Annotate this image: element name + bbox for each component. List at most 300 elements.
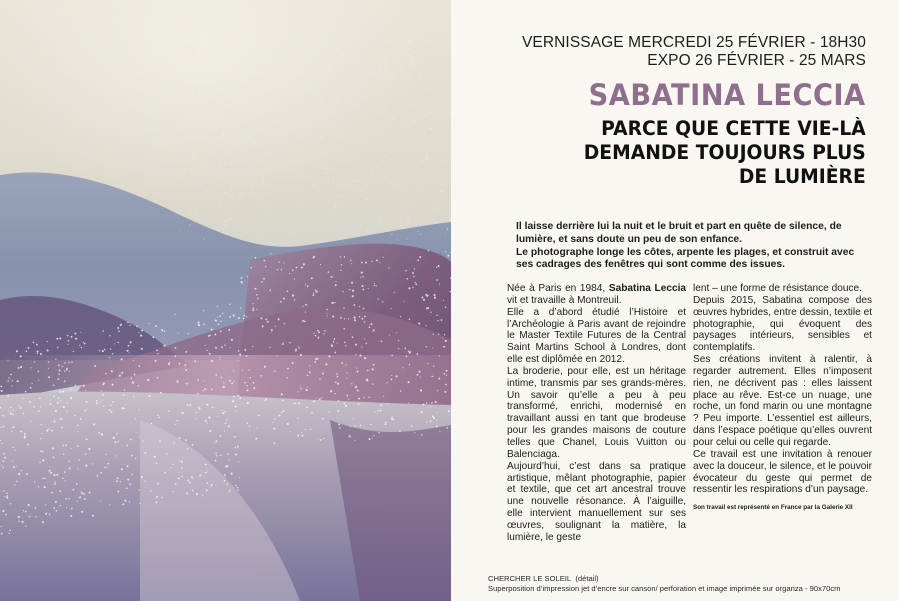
perforation-dot [30,387,32,389]
perforation-dot [208,229,209,230]
perforation-dot [302,320,304,322]
perforation-dot [125,404,126,405]
perforation-dot [237,487,239,489]
perforation-dot [276,356,277,357]
perforation-dot [224,430,225,431]
perforation-dot [373,52,375,54]
perforation-dot [175,483,177,485]
perforation-dot [159,417,160,418]
perforation-dot [150,490,151,491]
perforation-dot [319,379,320,380]
caption-title-line [488,574,888,584]
perforation-dot [406,278,408,280]
perforation-dot [204,345,205,346]
perforation-dot [83,342,84,343]
perforation-dot [106,467,107,468]
perforation-dot [231,187,232,188]
perforation-dot [346,378,347,379]
perforation-dot [260,145,261,146]
perforation-dot [4,457,6,459]
perforation-dot [139,436,140,437]
perforation-dot [36,344,38,346]
perforation-dot [230,153,232,155]
perforation-dot [281,412,282,413]
perforation-dot [238,350,240,352]
perforation-dot [321,98,322,99]
perforation-dot [430,311,432,313]
perforation-dot [18,473,20,475]
perforation-dot [334,352,336,354]
perforation-dot [253,307,255,309]
perforation-dot [44,486,46,488]
perforation-dot [239,197,240,198]
perforation-dot [166,453,168,455]
perforation-dot [239,181,240,182]
perforation-dot [208,416,210,418]
perforation-dot [198,324,200,326]
perforation-dot [389,127,390,128]
perforation-dot [232,400,234,402]
perforation-dot [334,393,335,394]
perforation-dot [434,210,435,211]
perforation-dot [317,330,318,331]
perforation-dot [220,331,222,333]
body-paragraph: Aujourd’hui, c’est dans sa pratique artistique, mêlant photographie, papier et textile, que cet art ancestral trouve une nouvelle résonance. À l’aiguille, elle intervient manuellement sur ses œuvres, soulignant la matière, la lumière, le geste [507,460,686,543]
perforation-dot [422,160,423,161]
perforation-dot [345,227,346,228]
gallery-credit: Son travail est représenté en France par la Galerie XII [693,504,853,511]
perforation-dot [404,89,405,90]
perforation-dot [258,414,260,416]
perforation-dot [275,326,276,327]
perforation-dot [220,454,222,456]
perforation-dot [72,489,74,491]
perforation-dot [400,390,401,391]
perforation-dot [398,340,399,341]
perforation-dot [215,460,217,462]
perforation-dot [81,347,82,348]
perforation-dot [280,301,282,303]
perforation-dot [20,407,22,409]
perforation-dot [35,507,37,509]
perforation-dot [109,409,111,411]
perforation-dot [331,123,333,125]
perforation-dot [323,438,324,439]
perforation-dot [274,442,276,444]
perforation-dot [230,182,231,183]
perforation-dot [7,360,8,361]
perforation-dot [191,81,192,82]
perforation-dot [50,400,51,401]
perforation-dot [11,431,12,432]
perforation-dot [205,76,206,77]
perforation-dot [0,386,2,388]
artwork-caption [488,574,888,593]
perforation-dot [12,380,13,381]
perforation-dot [328,271,330,273]
perforation-dot [56,510,58,512]
perforation-dot [326,309,328,311]
perforation-dot [345,405,347,407]
perforation-dot [323,333,324,334]
perforation-dot [408,40,410,42]
perforation-dot [200,124,201,125]
perforation-dot [156,463,158,465]
perforation-dot [113,437,115,439]
perforation-dot [252,184,253,185]
perforation-dot [343,184,344,185]
perforation-dot [182,412,184,414]
perforation-dot [29,516,31,518]
perforation-dot [439,431,440,432]
perforation-dot [50,472,52,474]
perforation-dot [328,110,329,111]
perforation-dot [74,333,76,335]
perforation-dot [357,390,359,392]
perforation-dot [39,462,40,463]
perforation-dot [294,299,296,301]
perforation-dot [96,402,98,404]
perforation-dot [363,397,364,398]
perforation-dot [299,139,300,140]
perforation-dot [366,198,367,199]
perforation-dot [186,41,188,43]
perforation-dot [170,467,171,468]
perforation-dot [270,45,272,47]
perforation-dot [192,489,194,491]
perforation-dot [211,485,212,486]
perforation-dot [361,285,363,287]
perforation-dot [126,487,128,489]
perforation-dot [380,404,382,406]
perforation-dot [267,146,268,147]
perforation-dot [264,171,265,172]
perforation-dot [265,318,267,320]
perforation-dot [179,437,181,439]
perforation-dot [185,439,187,441]
perforation-dot [66,411,67,412]
perforation-dot [369,173,370,174]
perforation-dot [369,438,371,440]
perforation-dot [13,466,15,468]
perforation-dot [226,40,227,41]
perforation-dot [18,516,20,518]
perforation-dot [214,442,215,443]
perforation-dot [70,397,72,399]
perforation-dot [69,371,70,372]
perforation-dot [337,383,339,385]
body-paragraph [507,283,686,307]
perforation-dot [271,237,272,238]
perforation-dot [7,395,9,397]
perforation-dot [401,189,402,190]
perforation-dot [433,417,435,419]
perforation-dot [177,420,178,421]
perforation-dot [41,424,42,425]
perforation-dot [262,325,264,327]
perforation-dot [215,196,216,197]
perforation-dot [330,196,331,197]
perforation-dot [405,270,406,271]
perforation-dot [391,355,393,357]
perforation-dot [112,384,114,386]
perforation-dot [67,335,69,337]
perforation-dot [300,88,301,89]
perforation-dot [248,369,249,370]
perforation-dot [246,122,247,123]
perforation-dot [219,205,220,206]
perforation-dot [56,474,58,476]
perforation-dot [247,276,248,277]
perforation-dot [101,433,103,435]
perforation-dot [385,423,387,425]
perforation-dot [180,230,181,231]
perforation-dot [328,180,329,181]
perforation-dot [221,377,222,378]
perforation-dot [408,287,410,289]
perforation-dot [266,110,268,112]
perforation-dot [318,438,319,439]
perforation-dot [205,464,207,466]
perforation-dot [147,379,149,381]
perforation-dot [192,444,194,446]
perforation-dot [205,420,207,422]
perforation-dot [55,501,57,503]
perforation-dot [396,375,398,377]
perforation-dot [16,466,17,467]
perforation-dot [445,340,447,342]
perforation-dot [383,134,384,135]
perforation-dot [208,43,210,45]
perforation-dot [206,489,208,491]
perforation-dot [334,168,335,169]
perforation-dot [217,317,218,318]
perforation-dot [331,344,332,345]
perforation-dot [221,346,223,348]
perforation-dot [371,196,372,197]
perforation-dot [156,350,158,352]
perforation-dot [295,351,296,352]
perforation-dot [330,86,331,87]
perforation-dot [389,335,390,336]
perforation-dot [88,448,90,450]
perforation-dot [86,401,88,403]
perforation-dot [83,385,85,387]
perforation-dot [229,219,230,220]
perforation-dot [255,288,257,290]
perforation-dot [237,395,239,397]
perforation-dot [391,417,393,419]
perforation-dot [22,398,23,399]
perforation-dot [405,107,406,108]
perforation-dot [256,309,257,310]
perforation-dot [161,329,163,331]
perforation-dot [58,364,60,366]
perforation-dot [10,413,12,415]
perforation-dot [235,447,237,449]
perforation-dot [371,88,372,89]
perforation-dot [214,333,216,335]
perforation-dot [327,315,328,316]
perforation-dot [282,400,284,402]
perforation-dot [112,401,114,403]
perforation-dot [93,423,95,425]
perforation-dot [233,381,234,382]
perforation-dot [209,353,211,355]
perforation-dot [247,402,249,404]
perforation-dot [311,277,313,279]
perforation-dot [219,315,220,316]
perforation-dot [423,404,425,406]
perforation-dot [281,163,282,164]
perforation-dot [197,52,198,53]
perforation-dot [362,276,363,277]
perforation-dot [371,438,372,439]
perforation-dot [402,70,404,72]
perforation-dot [207,422,208,423]
lead-paragraph [516,221,868,272]
perforation-dot [379,95,381,97]
perforation-dot [307,285,309,287]
perforation-dot [441,319,443,321]
perforation-dot [426,346,428,348]
perforation-dot [62,427,63,428]
perforation-dot [384,176,385,177]
perforation-dot [196,412,198,414]
perforation-dot [21,470,22,471]
perforation-dot [408,220,410,222]
perforation-dot [358,50,359,51]
perforation-dot [438,333,439,334]
perforation-dot [385,421,387,423]
perforation-dot [49,394,50,395]
perforation-dot [298,137,299,138]
perforation-dot [436,279,438,281]
perforation-dot [447,42,448,43]
perforation-dot [215,440,217,442]
perforation-dot [16,350,18,352]
perforation-dot [429,83,430,84]
perforation-dot [401,213,402,214]
perforation-dot [309,365,310,366]
perforation-dot [379,68,380,69]
perforation-dot [406,355,408,357]
perforation-dot [269,347,270,348]
perforation-dot [247,389,249,391]
perforation-dot [433,365,434,366]
perforation-dot [42,459,44,461]
perforation-dot [414,268,415,269]
perforation-dot [359,148,360,149]
perforation-dot [413,276,415,278]
perforation-dot [184,364,186,366]
perforation-dot [65,498,67,500]
perforation-dot [33,341,35,343]
perforation-dot [105,373,106,374]
perforation-dot [53,420,55,422]
perforation-dot [53,395,55,397]
perforation-dot [8,410,9,411]
perforation-dot [34,481,35,482]
perforation-dot [57,378,59,380]
perforation-dot [388,148,389,149]
perforation-dot [156,496,158,498]
perforation-dot [14,484,15,485]
perforation-dot [30,367,31,368]
perforation-dot [366,96,367,97]
perforation-dot [400,316,401,317]
perforation-dot [436,315,437,316]
perforation-dot [53,385,55,387]
perforation-dot [260,317,262,319]
perforation-dot [382,301,383,302]
perforation-dot [385,63,386,64]
perforation-dot [305,429,306,430]
perforation-dot [244,106,245,107]
perforation-dot [445,251,446,252]
perforation-dot [360,354,362,356]
perforation-dot [353,418,354,419]
perforation-dot [218,323,220,325]
perforation-dot [16,481,17,482]
perforation-dot [439,283,440,284]
perforation-dot [142,441,143,442]
perforation-dot [191,169,192,170]
perforation-dot [335,382,336,383]
perforation-dot [78,460,79,461]
perforation-dot [303,263,305,265]
perforation-dot [207,88,208,89]
perforation-dot [353,181,354,182]
perforation-dot [292,362,294,364]
perforation-dot [3,453,4,454]
perforation-dot [225,183,226,184]
perforation-dot [266,66,267,67]
perforation-dot [447,229,448,230]
perforation-dot [68,344,69,345]
perforation-dot [130,439,132,441]
perforation-dot [244,315,246,317]
perforation-dot [353,63,354,64]
perforation-dot [336,48,338,50]
artist-name-inline: Sabatina Leccia [608,283,686,294]
perforation-dot [0,526,1,527]
perforation-dot [48,368,49,369]
perforation-dot [224,154,225,155]
perforation-dot [347,372,348,373]
perforation-dot [352,336,354,338]
perforation-dot [131,474,133,476]
perforation-dot [96,400,98,402]
perforation-dot [415,283,417,285]
perforation-dot [281,269,282,270]
perforation-dot [268,170,269,171]
perforation-dot [224,474,226,476]
perforation-dot [411,115,412,116]
perforation-dot [382,114,383,115]
perforation-dot [234,436,236,438]
perforation-dot [273,427,275,429]
perforation-dot [420,389,422,391]
caption-medium: Superposition d’impression jet d’encre sur canson/ perforation et image imprimée sur organza - 90x70cm [488,583,841,593]
perforation-dot [397,239,398,240]
perforation-dot [334,302,335,303]
perforation-dot [196,418,197,419]
perforation-dot [361,347,362,348]
perforation-dot [342,116,343,117]
perforation-dot [205,81,206,82]
perforation-dot [337,410,339,412]
